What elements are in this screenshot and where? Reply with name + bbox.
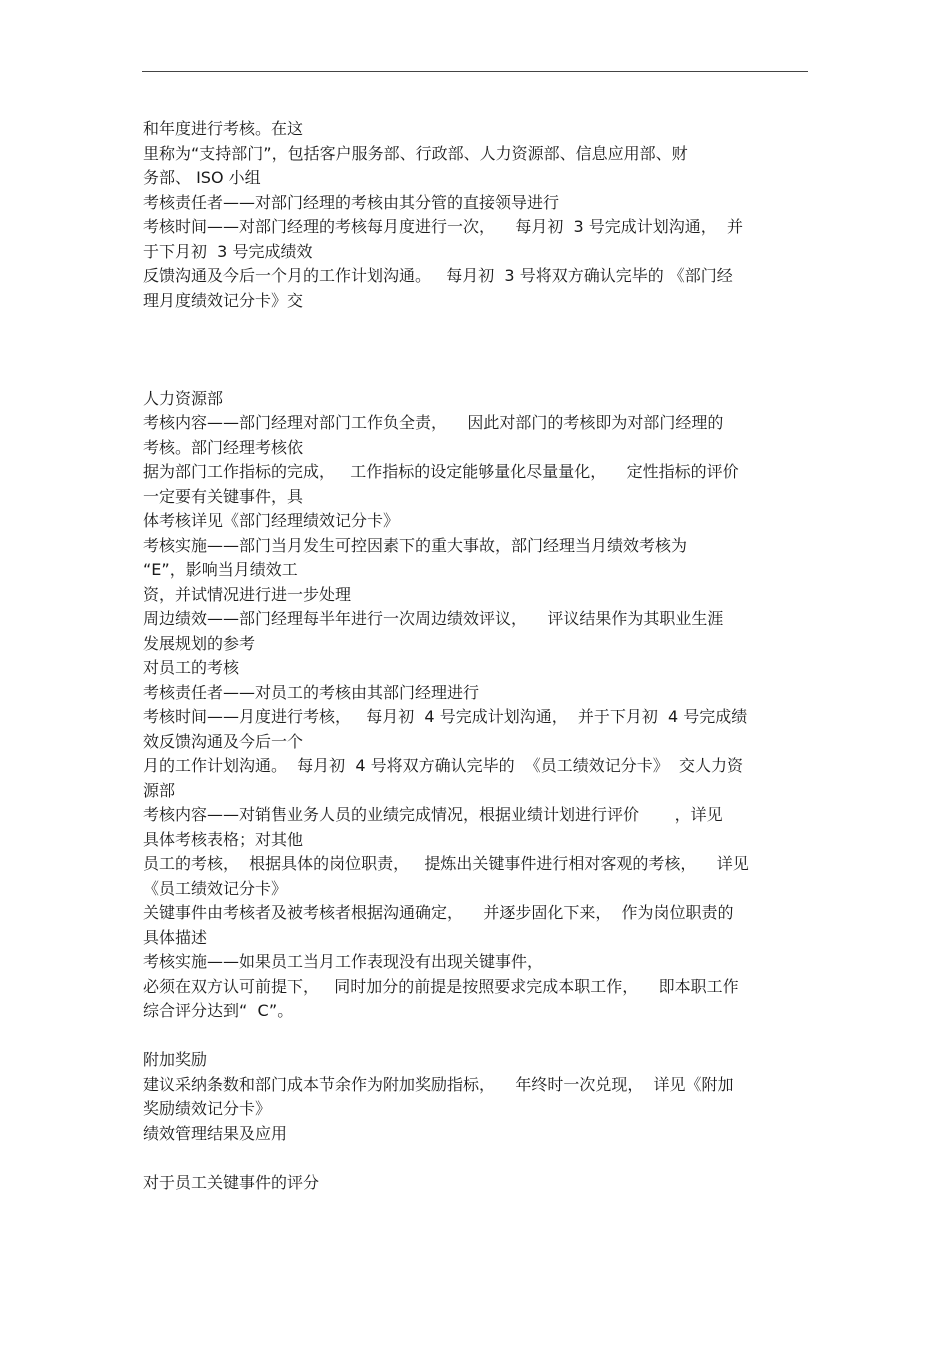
section-heading: 对员工的考核 (143, 658, 240, 677)
text-line: 《员工绩效记分卡》 (143, 878, 288, 898)
text-line: 考核时间——对部门经理的考核每月度进行一次， 每月初 3 号完成计划沟通， 并 (143, 217, 743, 236)
section-key-event-scoring (143, 1171, 813, 1196)
text-line: 发展规划的参考 (143, 633, 256, 653)
section-heading: 绩效管理结果及应用 (143, 1123, 288, 1143)
text-line: 月的工作计划沟通。 每月初 4 号将双方确认完毕的 《员工绩效记分卡》 交人力资 (143, 756, 743, 775)
text-line: 员工的考核， 根据具体的岗位职责， 提炼出关键事件进行相对客观的考核， 详见 (143, 854, 749, 873)
text-line: “E”，影响当月绩效工 (143, 560, 298, 579)
text-line: 效反馈沟通及今后一个 (143, 731, 304, 751)
text-line: 考核实施——部门当月发生可控因素下的重大事故，部门经理当月绩效考核为 (143, 535, 688, 555)
spacer (143, 1146, 813, 1171)
text-line: 考核。部门经理考核依 (143, 437, 304, 457)
text-line: 考核实施——如果员工当月工作表现没有出现关键事件， (143, 952, 544, 971)
text-line: 考核内容——部门经理对部门工作负全责， 因此对部门的考核即为对部门经理的 (143, 413, 724, 432)
section-heading: 人力资源部 (143, 388, 224, 408)
text-line: 务部、 ISO 小组 (143, 168, 261, 187)
section-heading: 附加奖励 (143, 1050, 208, 1069)
text-line: 考核责任者——对部门经理的考核由其分管的直接领导进行 (143, 192, 560, 212)
document-body (143, 117, 813, 1195)
text-line: 理月度绩效记分卡》交 (143, 290, 304, 310)
text-line: 考核时间——月度进行考核， 每月初 4 号完成计划沟通， 并于下月初 4 号完成绩 (143, 707, 748, 726)
text-line: 反馈沟通及今后一个月的工作计划沟通。 每月初 3 号将双方确认完毕的 《部门经 (143, 266, 733, 285)
text-line: 综合评分达到“ C”。 (143, 1001, 294, 1020)
text-line: 和年度进行考核。在这 (143, 119, 304, 138)
text-line: 源部 (143, 780, 176, 800)
text-line: 关键事件由考核者及被考核者根据沟通确定， 并逐步固化下来， 作为岗位职责的 (143, 903, 734, 922)
section-support-departments (143, 117, 813, 313)
text-line: 据为部门工作指标的完成， 工作指标的设定能够量化尽量量化， 定性指标的评价 (143, 462, 739, 481)
text-line: 考核内容——对销售业务人员的业绩完成情况，根据业绩计划进行评价 ，详见 (143, 805, 723, 824)
header-rule (142, 71, 808, 72)
text-line: 具体描述 (143, 927, 208, 947)
text-line: 建议采纳条数和部门成本节余作为附加奖励指标， 年终时一次兑现， 详见《附加 (143, 1074, 734, 1094)
text-line: 奖励绩效记分卡》 (143, 1099, 272, 1118)
text-line: 考核责任者——对员工的考核由其部门经理进行 (143, 682, 480, 702)
text-line: 必须在双方认可前提下， 同时加分的前提是按照要求完成本职工作， 即本职工作 (143, 976, 739, 996)
text-line: 资，并试情况进行进一步处理 (143, 584, 352, 604)
text-line: 一定要有关键事件，具 (143, 486, 304, 506)
spacer (143, 313, 813, 387)
text-line: 体考核详见《部门经理绩效记分卡》 (143, 511, 400, 530)
section-additional-rewards (143, 1048, 813, 1146)
text-line: 里称为“支持部门”，包括客户服务部、行政部、人力资源部、信息应用部、财 (143, 143, 688, 163)
text-line: 具体考核表格；对其他 (143, 829, 304, 849)
text-line: 于下月初 3 号完成绩效 (143, 241, 313, 261)
section-heading: 对于员工关键事件的评分 (143, 1172, 320, 1192)
text-line: 周边绩效——部门经理每半年进行一次周边绩效评议， 评议结果作为其职业生涯 (143, 609, 724, 628)
section-hr-department (143, 387, 813, 1024)
spacer (143, 1024, 813, 1049)
